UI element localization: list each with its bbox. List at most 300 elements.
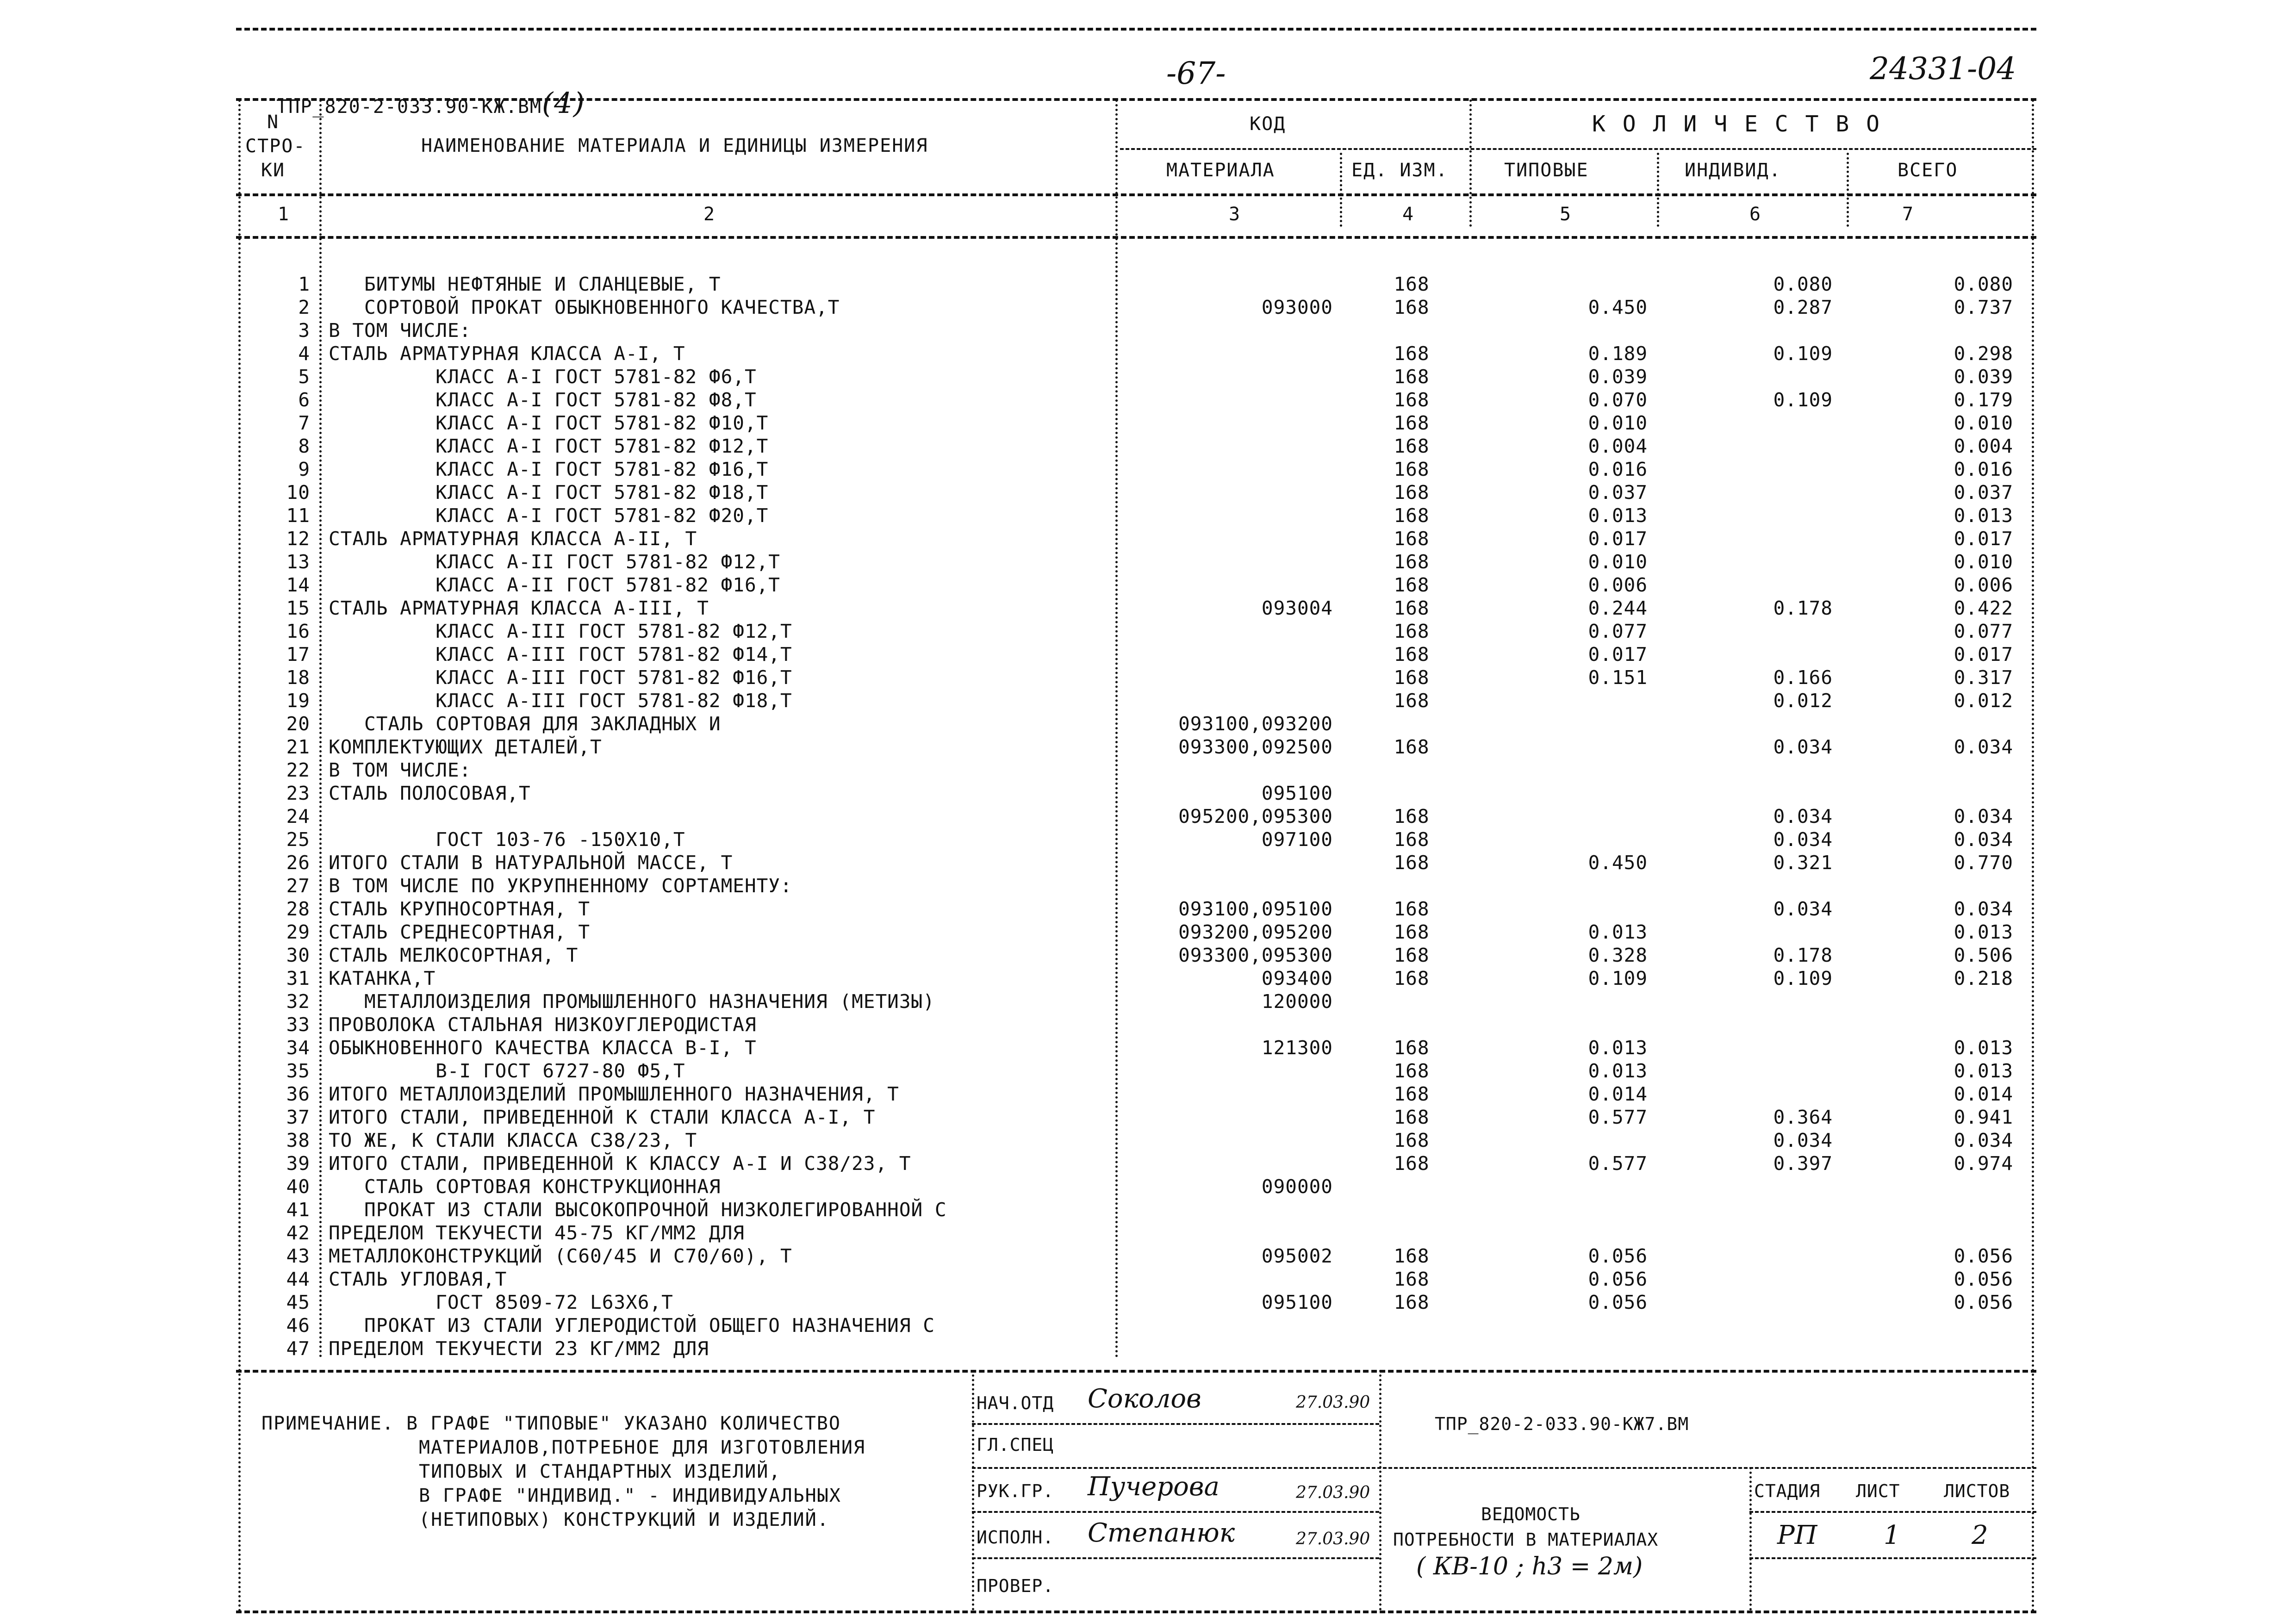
material-code: 097100 xyxy=(1261,828,1333,851)
table-row xyxy=(0,389,2296,412)
row-number: 15 xyxy=(286,597,310,619)
col-sep-ind xyxy=(1657,153,1659,227)
date-head-dept: 27.03.90 xyxy=(1296,1393,1370,1412)
total-qty: 0.034 xyxy=(1954,898,2013,920)
header-unit: ЕД. ИЗМ. xyxy=(1351,160,1448,181)
bottom-border xyxy=(236,1611,2036,1613)
table-row xyxy=(0,967,2296,990)
header-total: ВСЕГО xyxy=(1898,160,1958,181)
total-qty: 0.013 xyxy=(1954,1037,2013,1059)
table-row xyxy=(0,435,2296,458)
row-number: 1 xyxy=(298,273,310,295)
material-name: ИТОГО МЕТАЛЛОИЗДЕЛИЙ ПРОМЫШЛЕННОГО НАЗНАЧЕНИЯ, Т xyxy=(329,1083,899,1105)
individual-qty: 0.034 xyxy=(1773,1129,1833,1151)
material-name: КЛАСС А-II ГОСТ 5781-82 Ф12,Т xyxy=(329,551,780,573)
header-bottom xyxy=(236,193,2036,196)
row-number: 22 xyxy=(286,759,310,781)
typical-qty: 0.006 xyxy=(1588,574,1648,596)
unit-code: 168 xyxy=(1394,1106,1430,1128)
table-row xyxy=(0,875,2296,898)
material-name: ИТОГО СТАЛИ, ПРИВЕДЕННОЙ К КЛАССУ А-I И С38/23, Т xyxy=(329,1152,911,1175)
material-name: КЛАСС А-I ГОСТ 5781-82 Ф16,Т xyxy=(329,458,769,480)
unit-code: 168 xyxy=(1394,944,1430,966)
individual-qty: 0.034 xyxy=(1773,736,1833,758)
row-number: 2 xyxy=(298,296,310,318)
sheets-value: 2 xyxy=(1972,1520,1988,1550)
row-number: 41 xyxy=(286,1199,310,1221)
unit-code: 168 xyxy=(1394,574,1430,596)
table-row xyxy=(0,504,2296,528)
total-qty: 0.034 xyxy=(1954,828,2013,851)
material-name: БИТУМЫ НЕФТЯНЫЕ И СЛАНЦЕВЫЕ, Т xyxy=(329,273,721,295)
note-line-2: МАТЕРИАЛОВ,ПОТРЕБНОЕ ДЛЯ ИЗГОТОВЛЕНИЯ xyxy=(419,1437,866,1458)
table-row xyxy=(0,412,2296,435)
individual-qty: 0.109 xyxy=(1773,389,1833,411)
note-line-1: ПРИМЕЧАНИЕ. В ГРАФЕ "ТИПОВЫЕ" УКАЗАНО КОЛИЧЕСТВО xyxy=(261,1413,841,1434)
individual-qty: 0.321 xyxy=(1773,852,1833,874)
individual-qty: 0.012 xyxy=(1773,690,1833,712)
material-name: КЛАСС А-I ГОСТ 5781-82 Ф10,Т xyxy=(329,412,769,434)
material-name: МЕТАЛЛОИЗДЕЛИЯ ПРОМЫШЛЕННОГО НАЗНАЧЕНИЯ (МЕТИЗЫ) xyxy=(329,990,935,1013)
material-code: 093000 xyxy=(1261,296,1333,318)
row-number: 21 xyxy=(286,736,310,758)
row-number: 42 xyxy=(286,1222,310,1244)
sheet-value: 1 xyxy=(1884,1520,1900,1550)
material-name: СТАЛЬ УГЛОВАЯ,Т xyxy=(329,1268,507,1290)
note-line-3: ТИПОВЫХ И СТАНДАРТНЫХ ИЗДЕЛИЙ, xyxy=(419,1461,781,1482)
row-number: 27 xyxy=(286,875,310,897)
note-line-4: В ГРАФЕ "ИНДИВИД." - ИНДИВИДУАЛЬНЫХ xyxy=(419,1485,841,1506)
table-row xyxy=(0,713,2296,736)
table-row xyxy=(0,551,2296,574)
individual-qty: 0.034 xyxy=(1773,828,1833,851)
total-qty: 0.422 xyxy=(1954,597,2013,619)
table-row xyxy=(0,666,2296,690)
sheet-label: ЛИСТ xyxy=(1856,1481,1900,1501)
total-qty: 0.014 xyxy=(1954,1083,2013,1105)
total-qty: 0.013 xyxy=(1954,921,2013,943)
row-number: 14 xyxy=(286,574,310,596)
total-qty: 0.017 xyxy=(1954,528,2013,550)
table-row xyxy=(0,643,2296,666)
individual-qty: 0.397 xyxy=(1773,1152,1833,1175)
typical-qty: 0.010 xyxy=(1588,412,1648,434)
row-number: 34 xyxy=(286,1037,310,1059)
material-code: 093300,092500 xyxy=(1178,736,1333,758)
table-bottom xyxy=(236,1370,2036,1373)
unit-code: 168 xyxy=(1394,921,1430,943)
row-number: 39 xyxy=(286,1152,310,1175)
material-name: ТО ЖЕ, К СТАЛИ КЛАССА С38/23, Т xyxy=(329,1129,697,1151)
total-qty: 0.179 xyxy=(1954,389,2013,411)
total-qty: 0.080 xyxy=(1954,273,2013,295)
typical-qty: 0.244 xyxy=(1588,597,1648,619)
material-name: В ТОМ ЧИСЛЕ: xyxy=(329,319,472,342)
role-executor: ИСПОЛН. xyxy=(977,1527,1054,1548)
material-name: СТАЛЬ АРМАТУРНАЯ КЛАССА А-II, Т xyxy=(329,528,697,550)
material-name: СТАЛЬ СОРТОВАЯ ДЛЯ ЗАКЛАДНЫХ И xyxy=(329,713,721,735)
material-code: 121300 xyxy=(1261,1037,1333,1059)
header-row-no: N СТРО- КИ xyxy=(245,112,306,181)
total-qty: 0.013 xyxy=(1954,1060,2013,1082)
note-line-5: (НЕТИПОВЫХ) КОНСТРУКЦИЙ И ИЗДЕЛИЙ. xyxy=(419,1509,829,1530)
date-group-head: 27.03.90 xyxy=(1296,1483,1370,1502)
typical-qty: 0.056 xyxy=(1588,1291,1648,1313)
table-row xyxy=(0,1245,2296,1268)
material-name: СТАЛЬ МЕЛКОСОРТНАЯ, Т xyxy=(329,944,579,966)
unit-code: 168 xyxy=(1394,1037,1430,1059)
unit-code: 168 xyxy=(1394,828,1430,851)
table-row xyxy=(0,366,2296,389)
total-qty: 0.056 xyxy=(1954,1291,2013,1313)
row-number: 24 xyxy=(286,805,310,827)
individual-qty: 0.034 xyxy=(1773,805,1833,827)
material-code: 093400 xyxy=(1261,967,1333,989)
material-name: В-I ГОСТ 6727-80 Ф5,Т xyxy=(329,1060,685,1082)
table-row xyxy=(0,342,2296,366)
unit-code: 168 xyxy=(1394,458,1430,480)
row-number: 18 xyxy=(286,666,310,689)
typical-qty: 0.077 xyxy=(1588,620,1648,642)
unit-code: 168 xyxy=(1394,1060,1430,1082)
table-row xyxy=(0,1314,2296,1337)
total-qty: 0.056 xyxy=(1954,1268,2013,1290)
typical-qty: 0.013 xyxy=(1588,1060,1648,1082)
material-code: 095100 xyxy=(1261,782,1333,804)
typical-qty: 0.070 xyxy=(1588,389,1648,411)
role-chief-spec: ГЛ.СПЕЦ xyxy=(977,1435,1054,1455)
material-code: 093200,095200 xyxy=(1178,921,1333,943)
material-name: КЛАСС А-I ГОСТ 5781-82 Ф20,Т xyxy=(329,504,769,527)
unit-code: 168 xyxy=(1394,366,1430,388)
typical-qty: 0.450 xyxy=(1588,852,1648,874)
unit-code: 168 xyxy=(1394,481,1430,504)
date-executor: 27.03.90 xyxy=(1296,1530,1370,1548)
unit-code: 168 xyxy=(1394,412,1430,434)
name-head-dept: Соколов xyxy=(1088,1384,1201,1414)
table-row xyxy=(0,1199,2296,1222)
typical-qty: 0.013 xyxy=(1588,1037,1648,1059)
column-index-6: 6 xyxy=(1749,204,1762,225)
material-name: КЛАСС А-III ГОСТ 5781-82 Ф16,Т xyxy=(329,666,792,689)
material-name: КЛАСС А-I ГОСТ 5781-82 Ф6,Т xyxy=(329,366,757,388)
typical-qty: 0.037 xyxy=(1588,481,1648,504)
document-code: ТПР_820-2-033.90-КЖ.ВМ(4) xyxy=(276,86,585,120)
material-name: КЛАСС А-I ГОСТ 5781-82 Ф8,Т xyxy=(329,389,757,411)
individual-qty: 0.080 xyxy=(1773,273,1833,295)
row-number: 12 xyxy=(286,528,310,550)
material-name: ИТОГО СТАЛИ В НАТУРАЛЬНОЙ МАССЕ, Т xyxy=(329,852,733,874)
material-name: ГОСТ 103-76 -150Х10,Т xyxy=(329,828,685,851)
material-name: СТАЛЬ СОРТОВАЯ КОНСТРУКЦИОННАЯ xyxy=(329,1175,721,1198)
table-row xyxy=(0,1037,2296,1060)
material-name: ПРЕДЕЛОМ ТЕКУЧЕСТИ 23 КГ/ММ2 ДЛЯ xyxy=(329,1337,709,1360)
table-row xyxy=(0,1129,2296,1152)
name-executor: Степанюк xyxy=(1088,1518,1235,1548)
unit-code: 168 xyxy=(1394,852,1430,874)
header-individual: ИНДИВИД. xyxy=(1685,160,1781,181)
total-qty: 0.974 xyxy=(1954,1152,2013,1175)
row-number: 30 xyxy=(286,944,310,966)
material-name: МЕТАЛЛОКОНСТРУКЦИЙ (С60/45 И С70/60), Т xyxy=(329,1245,792,1267)
material-name: В ТОМ ЧИСЛЕ ПО УКРУПНЕННОМУ СОРТАМЕНТУ: xyxy=(329,875,792,897)
row-number: 5 xyxy=(298,366,310,388)
material-name: ИТОГО СТАЛИ, ПРИВЕДЕННОЙ К СТАЛИ КЛАССА А-I, Т xyxy=(329,1106,876,1128)
column-index-2: 2 xyxy=(703,204,716,225)
unit-code: 168 xyxy=(1394,1245,1430,1267)
individual-qty: 0.364 xyxy=(1773,1106,1833,1128)
material-code: 093100,095100 xyxy=(1178,898,1333,920)
total-qty: 0.012 xyxy=(1954,690,2013,712)
individual-qty: 0.178 xyxy=(1773,944,1833,966)
typical-qty: 0.577 xyxy=(1588,1152,1648,1175)
table-row xyxy=(0,1083,2296,1106)
role-checker: ПРОВЕР. xyxy=(977,1576,1054,1596)
material-code: 095002 xyxy=(1261,1245,1333,1267)
row-number: 31 xyxy=(286,967,310,989)
tb-line-2 xyxy=(972,1467,2036,1469)
table-row xyxy=(0,1014,2296,1037)
title-block-doc-code: ТПР_820-2-033.90-КЖ7.ВМ xyxy=(1435,1414,1689,1434)
total-qty: 0.298 xyxy=(1954,342,2013,365)
material-code: 090000 xyxy=(1261,1175,1333,1198)
individual-qty: 0.034 xyxy=(1773,898,1833,920)
table-row xyxy=(0,1175,2296,1199)
row-number: 36 xyxy=(286,1083,310,1105)
row-number: 4 xyxy=(298,342,310,365)
individual-qty: 0.178 xyxy=(1773,597,1833,619)
table-row xyxy=(0,805,2296,828)
typical-qty: 0.010 xyxy=(1588,551,1648,573)
row-number: 37 xyxy=(286,1106,310,1128)
typical-qty: 0.328 xyxy=(1588,944,1648,966)
row-number: 28 xyxy=(286,898,310,920)
row-number: 13 xyxy=(286,551,310,573)
total-qty: 0.004 xyxy=(1954,435,2013,457)
row-number: 10 xyxy=(286,481,310,504)
unit-code: 168 xyxy=(1394,1129,1430,1151)
title-line-1: ВЕДОМОСТЬ xyxy=(1481,1504,1580,1524)
material-name: В ТОМ ЧИСЛЕ: xyxy=(329,759,472,781)
column-index-4: 4 xyxy=(1402,204,1415,225)
table-row xyxy=(0,1106,2296,1129)
total-qty: 0.006 xyxy=(1954,574,2013,596)
unit-code: 168 xyxy=(1394,296,1430,318)
header-typical: ТИПОВЫЕ xyxy=(1504,160,1589,181)
unit-code: 168 xyxy=(1394,435,1430,457)
typical-qty: 0.039 xyxy=(1588,366,1648,388)
table-row xyxy=(0,990,2296,1014)
tb-line-5 xyxy=(1749,1511,2036,1513)
row-number: 44 xyxy=(286,1268,310,1290)
material-code: 093100,093200 xyxy=(1178,713,1333,735)
typical-qty: 0.109 xyxy=(1588,967,1648,989)
material-code: 093004 xyxy=(1261,597,1333,619)
table-row xyxy=(0,528,2296,551)
top-border xyxy=(236,28,2036,31)
individual-qty: 0.287 xyxy=(1773,296,1833,318)
material-name: СТАЛЬ АРМАТУРНАЯ КЛАССА А-III, Т xyxy=(329,597,709,619)
total-qty: 0.013 xyxy=(1954,504,2013,527)
unit-code: 168 xyxy=(1394,1083,1430,1105)
total-qty: 0.506 xyxy=(1954,944,2013,966)
table-row xyxy=(0,782,2296,805)
material-name: ПРЕДЕЛОМ ТЕКУЧЕСТИ 45-75 КГ/ММ2 ДЛЯ xyxy=(329,1222,745,1244)
row-number: 40 xyxy=(286,1175,310,1198)
total-qty: 0.770 xyxy=(1954,852,2013,874)
typical-qty: 0.056 xyxy=(1588,1245,1648,1267)
individual-qty: 0.109 xyxy=(1773,342,1833,365)
archive-number: 24331-04 xyxy=(1870,51,2016,87)
table-row xyxy=(0,597,2296,620)
total-qty: 0.034 xyxy=(1954,805,2013,827)
individual-qty: 0.166 xyxy=(1773,666,1833,689)
unit-code: 168 xyxy=(1394,805,1430,827)
total-qty: 0.016 xyxy=(1954,458,2013,480)
total-qty: 0.218 xyxy=(1954,967,2013,989)
material-code: 093300,095300 xyxy=(1178,944,1333,966)
table-row xyxy=(0,481,2296,504)
table-row xyxy=(0,852,2296,875)
column-index-5: 5 xyxy=(1560,204,1572,225)
header-name: НАИМЕНОВАНИЕ МАТЕРИАЛА И ЕДИНИЦЫ ИЗМЕРЕНИЯ xyxy=(421,135,928,156)
unit-code: 168 xyxy=(1394,597,1430,619)
name-group-head: Пучерова xyxy=(1088,1472,1220,1502)
material-name: КАТАНКА,Т xyxy=(329,967,436,989)
typical-qty: 0.004 xyxy=(1588,435,1648,457)
total-qty: 0.941 xyxy=(1954,1106,2013,1128)
row-number: 26 xyxy=(286,852,310,874)
row-number: 38 xyxy=(286,1129,310,1151)
table-row xyxy=(0,273,2296,296)
table-row xyxy=(0,1152,2296,1175)
table-row xyxy=(0,319,2296,342)
typical-qty: 0.013 xyxy=(1588,504,1648,527)
row-number: 17 xyxy=(286,643,310,665)
unit-code: 168 xyxy=(1394,273,1430,295)
title-line-2: ПОТРЕБНОСТИ В МАТЕРИАЛАХ xyxy=(1393,1530,1659,1550)
unit-code: 168 xyxy=(1394,528,1430,550)
unit-code: 168 xyxy=(1394,389,1430,411)
total-qty: 0.056 xyxy=(1954,1245,2013,1267)
row-number: 25 xyxy=(286,828,310,851)
table-row xyxy=(0,828,2296,852)
material-name: КЛАСС А-III ГОСТ 5781-82 Ф14,Т xyxy=(329,643,792,665)
typical-qty: 0.189 xyxy=(1588,342,1648,365)
table-row xyxy=(0,1060,2296,1083)
table-row xyxy=(0,759,2296,782)
material-name: КЛАСС А-III ГОСТ 5781-82 Ф18,Т xyxy=(329,690,792,712)
typical-qty: 0.017 xyxy=(1588,643,1648,665)
typical-qty: 0.450 xyxy=(1588,296,1648,318)
unit-code: 168 xyxy=(1394,342,1430,365)
header-code: КОД xyxy=(1250,113,1286,135)
row-number: 7 xyxy=(298,412,310,434)
material-code: 095100 xyxy=(1261,1291,1333,1313)
unit-code: 168 xyxy=(1394,967,1430,989)
material-code: 095200,095300 xyxy=(1178,805,1333,827)
row-number: 23 xyxy=(286,782,310,804)
index-row-bottom xyxy=(236,236,2036,239)
unit-code: 168 xyxy=(1394,551,1430,573)
unit-code: 168 xyxy=(1394,1291,1430,1313)
row-number: 33 xyxy=(286,1014,310,1036)
table-row xyxy=(0,296,2296,319)
row-number: 46 xyxy=(286,1314,310,1337)
header-quantity: К О Л И Ч Е С Т В О xyxy=(1592,111,1882,137)
unit-code: 168 xyxy=(1394,666,1430,689)
row-number: 3 xyxy=(298,319,310,342)
typical-qty: 0.577 xyxy=(1588,1106,1648,1128)
typical-qty: 0.151 xyxy=(1588,666,1648,689)
material-name: СТАЛЬ СРЕДНЕСОРТНАЯ, Т xyxy=(329,921,591,943)
table-row xyxy=(0,620,2296,643)
material-name: ОБЫКНОВЕННОГО КАЧЕСТВА КЛАССА В-I, Т xyxy=(329,1037,757,1059)
material-name: ПРОКАТ ИЗ СТАЛИ ВЫСОКОПРОЧНОЙ НИЗКОЛЕГИРОВАННОЙ С xyxy=(329,1199,947,1221)
material-name: СТАЛЬ КРУПНОСОРТНАЯ, Т xyxy=(329,898,591,920)
table-row xyxy=(0,1222,2296,1245)
material-name: КЛАСС А-I ГОСТ 5781-82 Ф12,Т xyxy=(329,435,769,457)
material-name: КЛАСС А-II ГОСТ 5781-82 Ф16,Т xyxy=(329,574,780,596)
table-row xyxy=(0,1291,2296,1314)
header-subdivider xyxy=(1120,148,2036,150)
table-row xyxy=(0,1268,2296,1291)
table-row xyxy=(0,458,2296,481)
row-number: 16 xyxy=(286,620,310,642)
role-head-dept: НАЧ.ОТД xyxy=(977,1393,1054,1413)
stage-label: СТАДИЯ xyxy=(1754,1481,1821,1501)
table-row xyxy=(0,944,2296,967)
sheets-label: ЛИСТОВ xyxy=(1944,1481,2010,1501)
tb-line-4 xyxy=(972,1557,1379,1559)
unit-code: 168 xyxy=(1394,504,1430,527)
row-number: 19 xyxy=(286,690,310,712)
table-row xyxy=(0,736,2296,759)
row-number: 35 xyxy=(286,1060,310,1082)
tb-line-1 xyxy=(972,1423,1379,1425)
header-border xyxy=(236,98,2036,101)
tb-sep-2 xyxy=(1749,1467,1752,1611)
material-name: СОРТОВОЙ ПРОКАТ ОБЫКНОВЕННОГО КАЧЕСТВА,Т xyxy=(329,296,840,318)
unit-code: 168 xyxy=(1394,898,1430,920)
tb-left xyxy=(972,1370,974,1611)
typical-qty: 0.056 xyxy=(1588,1268,1648,1290)
typical-qty: 0.014 xyxy=(1588,1083,1648,1105)
title-line-3: ( КВ-10 ; h3 = 2м) xyxy=(1416,1553,1643,1580)
unit-code: 168 xyxy=(1394,690,1430,712)
row-number: 8 xyxy=(298,435,310,457)
tb-line-6 xyxy=(1749,1557,2036,1559)
total-qty: 0.037 xyxy=(1954,481,2013,504)
table-row xyxy=(0,574,2296,597)
col-sep-typ xyxy=(1469,99,1472,227)
stage-value: РП xyxy=(1777,1520,1817,1550)
material-name: ГОСТ 8509-72 L63Х6,Т xyxy=(329,1291,673,1313)
row-number: 11 xyxy=(286,504,310,527)
material-name: КЛАСС А-I ГОСТ 5781-82 Ф18,Т xyxy=(329,481,769,504)
row-number: 6 xyxy=(298,389,310,411)
total-qty: 0.010 xyxy=(1954,551,2013,573)
total-qty: 0.737 xyxy=(1954,296,2013,318)
material-name: КЛАСС А-III ГОСТ 5781-82 Ф12,Т xyxy=(329,620,792,642)
total-qty: 0.034 xyxy=(1954,736,2013,758)
tb-line-3 xyxy=(972,1511,1379,1513)
row-number: 43 xyxy=(286,1245,310,1267)
table-row xyxy=(0,921,2296,944)
row-number: 29 xyxy=(286,921,310,943)
role-group-head: РУК.ГР. xyxy=(977,1481,1054,1501)
materials-table-body xyxy=(0,273,2296,1370)
